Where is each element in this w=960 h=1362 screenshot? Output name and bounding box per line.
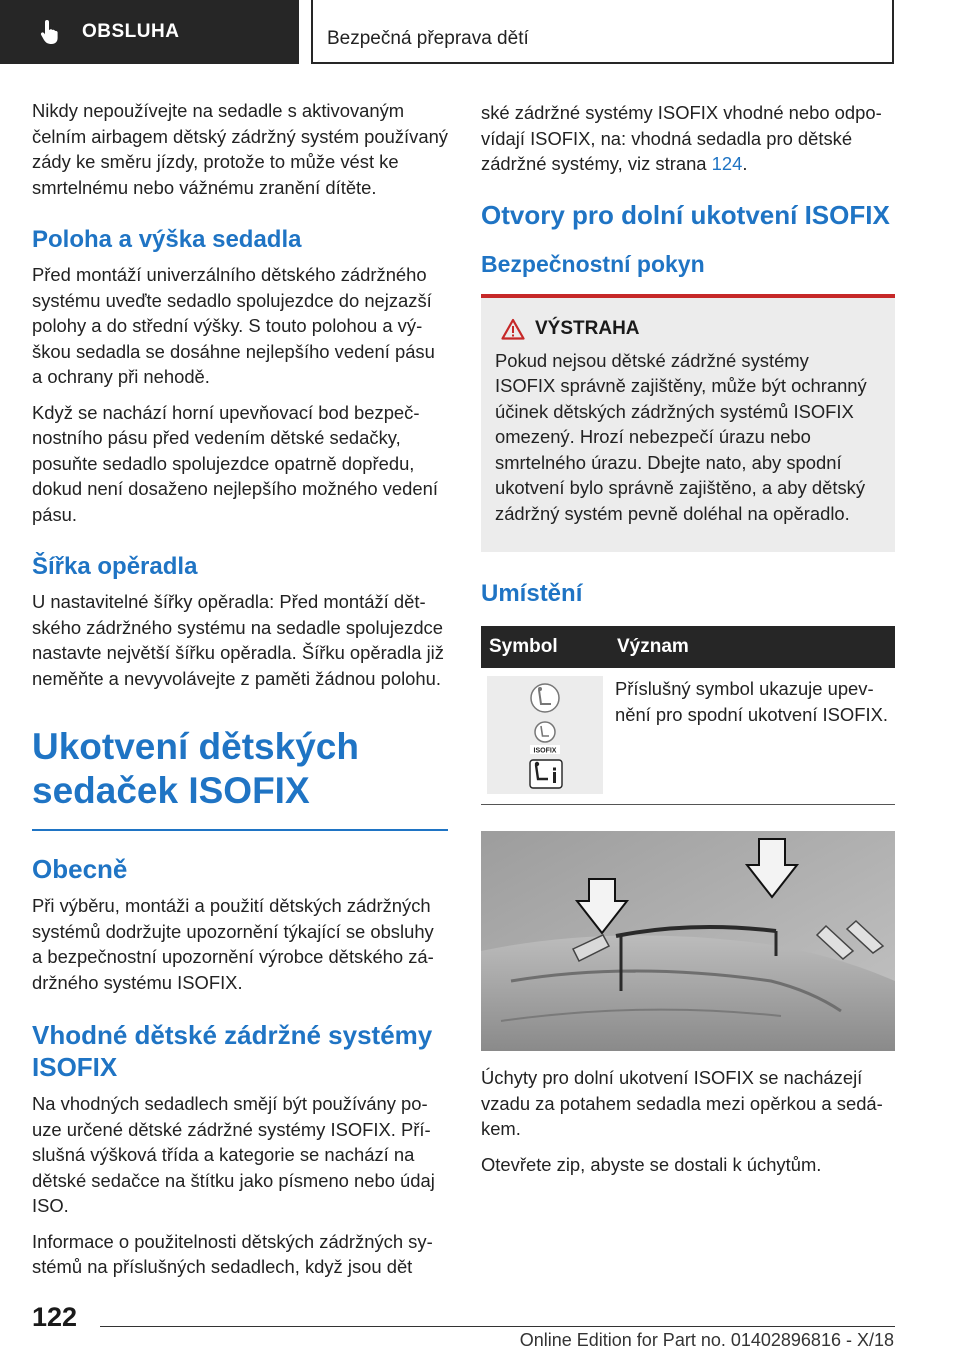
chapter-tab[interactable] (0, 0, 299, 64)
chapter-tab-label: OBSLUHA (82, 21, 180, 42)
rear-seat-isofix-photo (481, 831, 895, 1051)
page-number: 122 (32, 1302, 78, 1332)
paragraph-anchor-location: Úchyty pro dolní ukotvení ISOFIX se nacházejí vzadu za potahem sedadla mezi opěrkou a sedákem. (481, 1067, 883, 1139)
rear-seat-illustration (481, 831, 895, 1051)
warning-title: VÝSTRAHA (535, 317, 640, 339)
warning-text: Pokud nejsou dětské zádržné systémy ISOFIX správně zajištěny, může být ochranný účinek dětských zádržných systémů ISOFIX omezený. Hrozí nebezpečí úrazu nebo smrtelného úrazu. Dbejte nato, aby spodní ukotvení bylo správně zajištěno, a aby dětský zádržný systém pevně doléhal na opěradlo. (495, 349, 867, 524)
section-title: Bezpečná přeprava dětí (327, 28, 529, 49)
paragraph-open-zip: Otevřete zip, abyste se dostali k úchytům. (481, 1153, 822, 1175)
meaning-cell: Příslušný symbol ukazuje upevnění pro spodní ukotvení ISOFIX. (615, 678, 888, 725)
warning-box (481, 298, 895, 553)
warning-triangle-icon (501, 318, 525, 340)
heading-general: Obecně (32, 854, 128, 884)
meaning-column-header: Význam (609, 626, 895, 668)
heading-rule (32, 829, 448, 831)
right-column (481, 100, 895, 1187)
isofix-seat-icons (487, 676, 603, 794)
table-bottom-rule (481, 804, 895, 805)
paragraph-suitable-2: Informace o použitelnosti dětských zádržných systémů na příslušných sedadlech, když jsou dět (32, 1230, 433, 1277)
symbol-table (481, 626, 895, 794)
heading-backrest-width: Šířka opěradla (32, 553, 198, 580)
heading-safety-note: Bezpečnostní pokyn (481, 250, 705, 277)
isofix-small-label: ISOFIX (533, 747, 557, 755)
paragraph-general: Při výběru, montáži a použití dětských zádržných systémů dodržujte upozornění týkající se obsluhy a bezpečnostní upozornění výrobce dětského zádržného systému ISOFIX. (32, 895, 434, 993)
paragraph-seat-position-2: Když se nachází horní upevňovací bod bezpečnostního pásu před vedením dětské sedačky, posuňte sedadlo spolujezdce opatrně dopředu, dokud není dosaženo nejlepšího možného vedení pásu. (32, 401, 438, 525)
heading-location: Umístění (481, 580, 583, 607)
heading-lower-anchors: Otvory pro dolní ukotvení ISOFIX (481, 199, 890, 230)
footer-rule (100, 1326, 895, 1327)
warning-header (501, 318, 873, 340)
isofix-symbols (487, 676, 603, 794)
paragraph-continued-text: ské zádržné systémy ISOFIX vhodné nebo odpovídají ISOFIX, na: vhodná sedadla pro dětské zádržné systémy, viz strana (481, 102, 882, 174)
table-row (481, 668, 895, 794)
section-header (311, 0, 894, 64)
left-column (32, 98, 448, 1290)
paragraph-suitable-1: Na vhodných sedadlech smějí být používány pouze určené dětské zádržné systémy ISOFIX. Příslušná výšková třída a kategorie se nachází na dětské sedačce na štítku jako písmeno nebo údaj ISO. (32, 1093, 435, 1216)
heading-seat-position: Poloha a výška sedadla (32, 226, 302, 253)
heading-suitable-systems: Vhodné dětské zádržné systémy ISOFIX (32, 1020, 433, 1082)
intro-paragraph: Nikdy nepoužívejte na sedadle s aktivovaným čelním airbagem dětský zádržný systém používaný zády ke směru jízdy, protože to může vést ke smrtelnému nebo vážnému zranění dítěte. (32, 100, 449, 198)
paragraph-continued-end: . (742, 153, 748, 174)
paragraph-continued (481, 100, 895, 177)
footer-edition: Online Edition for Part no. 01402896816 - X/18 (519, 1330, 894, 1350)
page-reference-link[interactable]: 124 (711, 153, 743, 174)
paragraph-seat-position-1: Před montáží univerzálního dětského zádržného systému uveďte sedadlo spolujezdce do nejzazší polohy a do střední výšky. S touto polohou a výškou sedadla se dosáhne nejlepšího vedení pásu a ochrany při nehodě. (32, 264, 435, 387)
pointing-hand-icon (40, 19, 62, 45)
symbol-column-header: Symbol (481, 626, 609, 668)
paragraph-backrest-width: U nastavitelné šířky opěradla: Před montáží dětského zádržného systému na sedadle spolujezdce nastavte největší šířku opěradla. Šířku opěradla již neměňte a nevyvolávejte z paměti žádnou polohu. (32, 591, 444, 689)
heading-isofix-mounts: Ukotvení dětských sedaček ISOFIX (32, 726, 359, 811)
